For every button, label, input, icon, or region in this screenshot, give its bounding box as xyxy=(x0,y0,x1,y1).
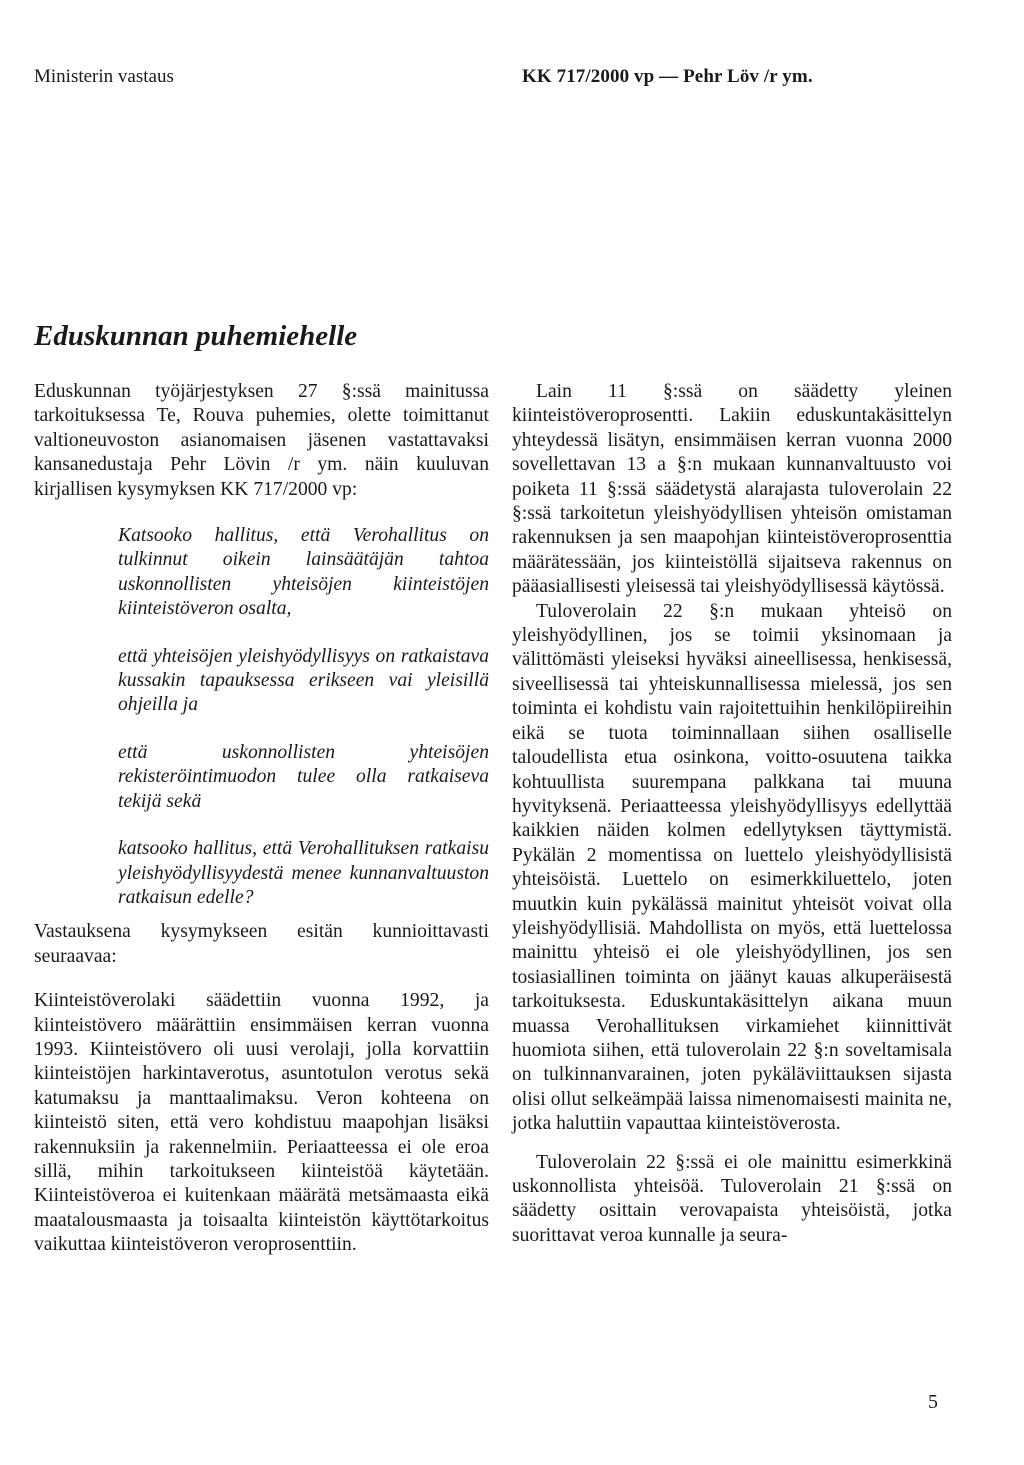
left-column xyxy=(34,380,489,1258)
intro-paragraph: Eduskunnan työjärjestyksen 27 §:ssä mainitussa tarkoituksessa Te, Rouva puhemies, olette toimittanut valtioneuvoston asianomaisen jäsenen vastattavaksi kansanedustaja Pehr Lövin /r ym. näin kuuluvan kirjallisen kysymyksen KK 717/2000 vp: xyxy=(34,381,489,500)
page-number: 5 xyxy=(928,1391,938,1413)
answer-intro-paragraph: Vastauksena kysymykseen esitän kunnioittavasti seuraavaa: xyxy=(34,921,489,967)
right-paragraph-3: Tuloverolain 22 §:ssä ei ole mainittu esimerkkinä uskonnollista yhteisöä. Tuloverolain 21 §:ssä on säädetty osittain verovapaista yhteisöistä, jotka suorittavat veroa kunnalle ja seura- xyxy=(512,1151,952,1246)
header-document-reference: KK 717/2000 vp — Pehr Löv /r ym. xyxy=(522,66,813,87)
question-2: että yhteisöjen yleishyödyllisyys on ratkaistava kussakin tapauksessa erikseen vai yleisillä ohjeilla ja xyxy=(118,645,489,716)
right-paragraph-1: Lain 11 §:ssä on säädetty yleinen kiinteistöveroprosentti. Lakiin eduskuntakäsittelyn yhteydessä lisätyn, ensimmäisen kerran vuonna 2000 sovellettavan 13 a §:n mukaan kunnanvaltuusto voi poiketa 11 §:ssä säädetystä alarajasta tuloverolain 22 §:ssä tarkoitetun yleishyödyllisen yhteisön omistaman rakennuksen ja sen maapohjan kiinteistöveroprosenttia määrätessään, jos kiinteistöllä sijaitseva rakennus on pääasiallisesti yleisessä tai yleishyödyllisessä käytössä. xyxy=(512,381,952,598)
body-paragraph: Kiinteistöverolaki säädettiin vuonna 1992, ja kiinteistövero määrättiin ensimmäisen kerran vuonna 1993. Kiinteistövero oli uusi verolaji, jolla korvattiin kiinteistöjen harkintaverotus, asuntotulon verotus sekä katumaksu ja manttaalimaksu. Veron kohteena on kiinteistö siten, että vero kohdistuu maapohjan lisäksi rakennuksiin ja rakennelmiin. Periaatteessa ei ole eroa sillä, mihin tarkoitukseen kiinteistöä käytetään. Kiinteistöveroa ei kuitenkaan määrätä metsämaasta eikä maatalousmaasta ja toisaalta kiinteistön käyttötarkoitus vaikuttaa kiinteistöveron veroprosenttiin. xyxy=(34,990,489,1256)
question-4: katsooko hallitus, että Verohallituksen ratkaisu yleishyödyllisyydestä menee kunnanvaltuuston ratkaisun edelle? xyxy=(118,838,489,908)
addressee-heading: Eduskunnan puhemiehelle xyxy=(34,320,358,352)
right-column xyxy=(512,380,952,1248)
question-3: että uskonnollisten yhteisöjen rekisteröintimuodon tulee olla ratkaiseva tekijä sekä xyxy=(118,741,489,812)
question-1: Katsooko hallitus, että Verohallitus on tulkinnut oikein lainsäätäjän tahtoa uskonnollisten yhteisöjen kiinteistöjen kiinteistöveron osalta, xyxy=(118,525,489,620)
header-section-title: Ministerin vastaus xyxy=(34,66,174,87)
right-paragraph-2: Tuloverolain 22 §:n mukaan yhteisö on yleishyödyllinen, jos se toimii yksinomaan ja välittömästi yleiseksi hyväksi aineellisessa, henkisessä, siveellisessä tai yhteiskunnallisessa mielessä, jos sen toiminta ei kohdistu vain rajoitettuihin henkilöpiireihin eikä se tuota toiminnallaan siihen osalliselle taloudellista etua osinkona, voitto-osuutena taikka kohtuullista suurempana palkkana tai muuna hyvityksenä. Periaatteessa yleishyödyllisyys edellyttää kaikkien näiden kolmen edellytyksen täyttymistä. Pykälän 2 momentissa on luettelo yleishyödyllisistä yhteisöistä. Luettelo on esimerkkiluettelo, joten muutkin kuin pykälässä mainitut yhteisöt voivat olla yleishyödyllisiä. Mahdollista on myös, että luettelossa mainittu yhteisö ei ole yleishyödyllinen, jos sen tosiasiallinen toiminta on jäänyt kauas alkuperäisestä tarkoituksesta. Eduskuntakäsittelyn aikana muun muassa Verohallituksen virkamiehet kiinnittivät huomiota siihen, että tuloverolain 22 §:n soveltamisala on tulkinnanvarainen, joten pykäläviittauksen sijasta olisi ollut selkeämpää laissa nimenomaisesti mainita ne, jotka haluttiin vapauttaa kiinteistöverosta. xyxy=(512,600,952,1135)
